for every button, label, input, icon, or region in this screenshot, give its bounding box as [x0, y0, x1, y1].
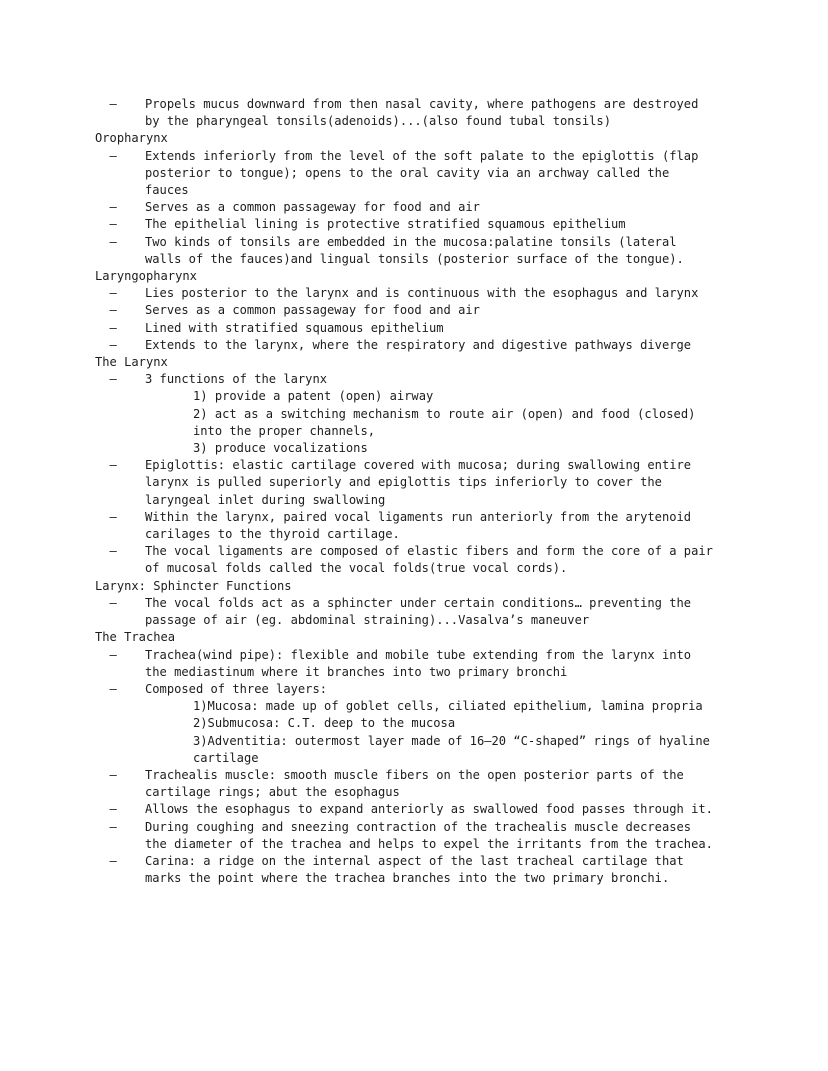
bullet-item [95, 819, 716, 853]
bullet-item-text: Propels mucus downward from then nasal cavity, where pathogens are destroyed by the pharyngeal tonsils(adenoids)...(also found tubal tonsils) [145, 97, 706, 129]
bullet-item [95, 234, 716, 268]
bullet-item [95, 767, 716, 801]
numbered-sub-item: 2)Submucosa: C.T. deep to the mucosa [193, 716, 456, 731]
bullet-dash-icon: – [95, 200, 125, 215]
bullet-dash-icon: – [95, 853, 125, 868]
bullet-item [95, 853, 716, 887]
bullet-dash-icon: – [95, 819, 125, 834]
bullet-dash-icon: – [95, 681, 125, 696]
bullet-item-text: Epiglottis: elastic cartilage covered with mucosa; during swallowing entire larynx is pulled superiorly and epiglottis tips inferiorly to cover the laryngeal inlet during swallowing [145, 458, 699, 507]
bullet-dash-icon: – [95, 234, 125, 249]
bullet-item-text: The vocal folds act as a sphincter under certain conditions… preventing the passage of air (eg. abdominal straining)...Vasalva’s maneuver [145, 595, 699, 628]
bullet-item-text: Composed of three layers: [145, 681, 328, 696]
document-body [95, 96, 721, 887]
bullet-item [95, 457, 716, 509]
bullet-item-text: Trachea(wind pipe): flexible and mobile tube extending from the larynx into the mediastinum where it branches into two primary bronchi [145, 647, 699, 679]
numbered-sub-item: 1)Mucosa: made up of goblet cells, ciliated epithelium, lamina propria [193, 699, 703, 714]
bullet-dash-icon: – [95, 595, 125, 610]
bullet-item [95, 216, 716, 233]
section-heading: Laryngopharynx [95, 269, 197, 284]
bullet-item [95, 543, 721, 577]
bullet-dash-icon: – [95, 286, 125, 301]
bullet-item [95, 285, 716, 302]
bullet-item-text: 3 functions of the larynx [145, 372, 328, 387]
bullet-item-text: Carina: a ridge on the internal aspect of the last tracheal cartilage that marks the point where the trachea branches into the two primary bronchi. [145, 853, 692, 886]
bullet-item [95, 148, 716, 200]
numbered-sub-item: 2) act as a switching mechanism to route air (open) and food (closed) into the proper channels, [193, 406, 703, 438]
bullet-item [95, 509, 716, 543]
bullet-item [95, 681, 716, 698]
bullet-dash-icon: – [95, 97, 125, 111]
bullet-item [95, 647, 716, 681]
section-heading: Oropharynx [95, 131, 168, 146]
numbered-sub-item: 3) produce vocalizations [193, 441, 368, 456]
bullet-item-text: Lies posterior to the larynx and is continuous with the esophagus and larynx [145, 286, 699, 301]
bullet-dash-icon: – [95, 372, 125, 387]
section-heading: Larynx: Sphincter Functions [95, 578, 292, 593]
bullet-item [95, 302, 716, 319]
bullet-dash-icon: – [95, 303, 125, 318]
bullet-item-text: Allows the esophagus to expand anteriorly as swallowed food passes through it. [145, 802, 713, 817]
section-heading: The Larynx [95, 355, 168, 370]
bullet-item-text: Serves as a common passageway for food and air [145, 200, 480, 215]
bullet-dash-icon: – [95, 337, 125, 352]
numbered-sub-item: 3)Adventitia: outermost layer made of 16–20 “C-shaped” rings of hyaline cartilage [193, 733, 718, 765]
bullet-dash-icon: – [95, 544, 125, 559]
bullet-item-text: Serves as a common passageway for food and air [145, 303, 480, 318]
section-heading: The Trachea [95, 630, 176, 645]
bullet-item [95, 96, 716, 130]
numbered-sub-item: 1) provide a patent (open) airway [193, 389, 434, 404]
bullet-item [95, 801, 716, 818]
bullet-dash-icon: – [95, 767, 125, 782]
bullet-dash-icon: – [95, 509, 125, 524]
bullet-item [95, 199, 716, 216]
bullet-dash-icon: – [95, 217, 125, 232]
bullet-dash-icon: – [95, 647, 125, 662]
bullet-item [95, 337, 716, 354]
bullet-item-text: Extends inferiorly from the level of the soft palate to the epiglottis (flap posterior to tongue); opens to the oral cavity via an archway called the fauces [145, 148, 706, 198]
bullet-dash-icon: – [95, 148, 125, 163]
bullet-item [95, 320, 716, 337]
bullet-item [95, 371, 716, 388]
bullet-item-text: Within the larynx, paired vocal ligaments run anteriorly from the arytenoid carilages to the thyroid cartilage. [145, 509, 699, 542]
bullet-dash-icon: – [95, 458, 125, 473]
bullet-dash-icon: – [95, 320, 125, 335]
bullet-item [95, 595, 716, 629]
bullet-item-text: Trachealis muscle: smooth muscle fibers on the open posterior parts of the cartilage rings; abut the esophagus [145, 767, 692, 800]
bullet-item-text: Two kinds of tonsils are embedded in the mucosa:palatine tonsils (lateral walls of the fauces)and lingual tonsils (posterior surface of the tongue). [145, 234, 684, 266]
bullet-dash-icon: – [95, 802, 125, 817]
bullet-item-text: The epithelial lining is protective stratified squamous epithelium [145, 217, 626, 232]
bullet-item-text: The vocal ligaments are composed of elastic fibers and form the core of a pair of mucosal folds called the vocal folds(true vocal cords). [145, 544, 721, 576]
bullet-item-text: Lined with stratified squamous epithelium [145, 320, 444, 335]
bullet-item-text: Extends to the larynx, where the respiratory and digestive pathways diverge [145, 337, 692, 352]
bullet-item-text: During coughing and sneezing contraction of the trachealis muscle decreases the diameter of the trachea and helps to expel the irritants from the trachea. [145, 819, 713, 851]
